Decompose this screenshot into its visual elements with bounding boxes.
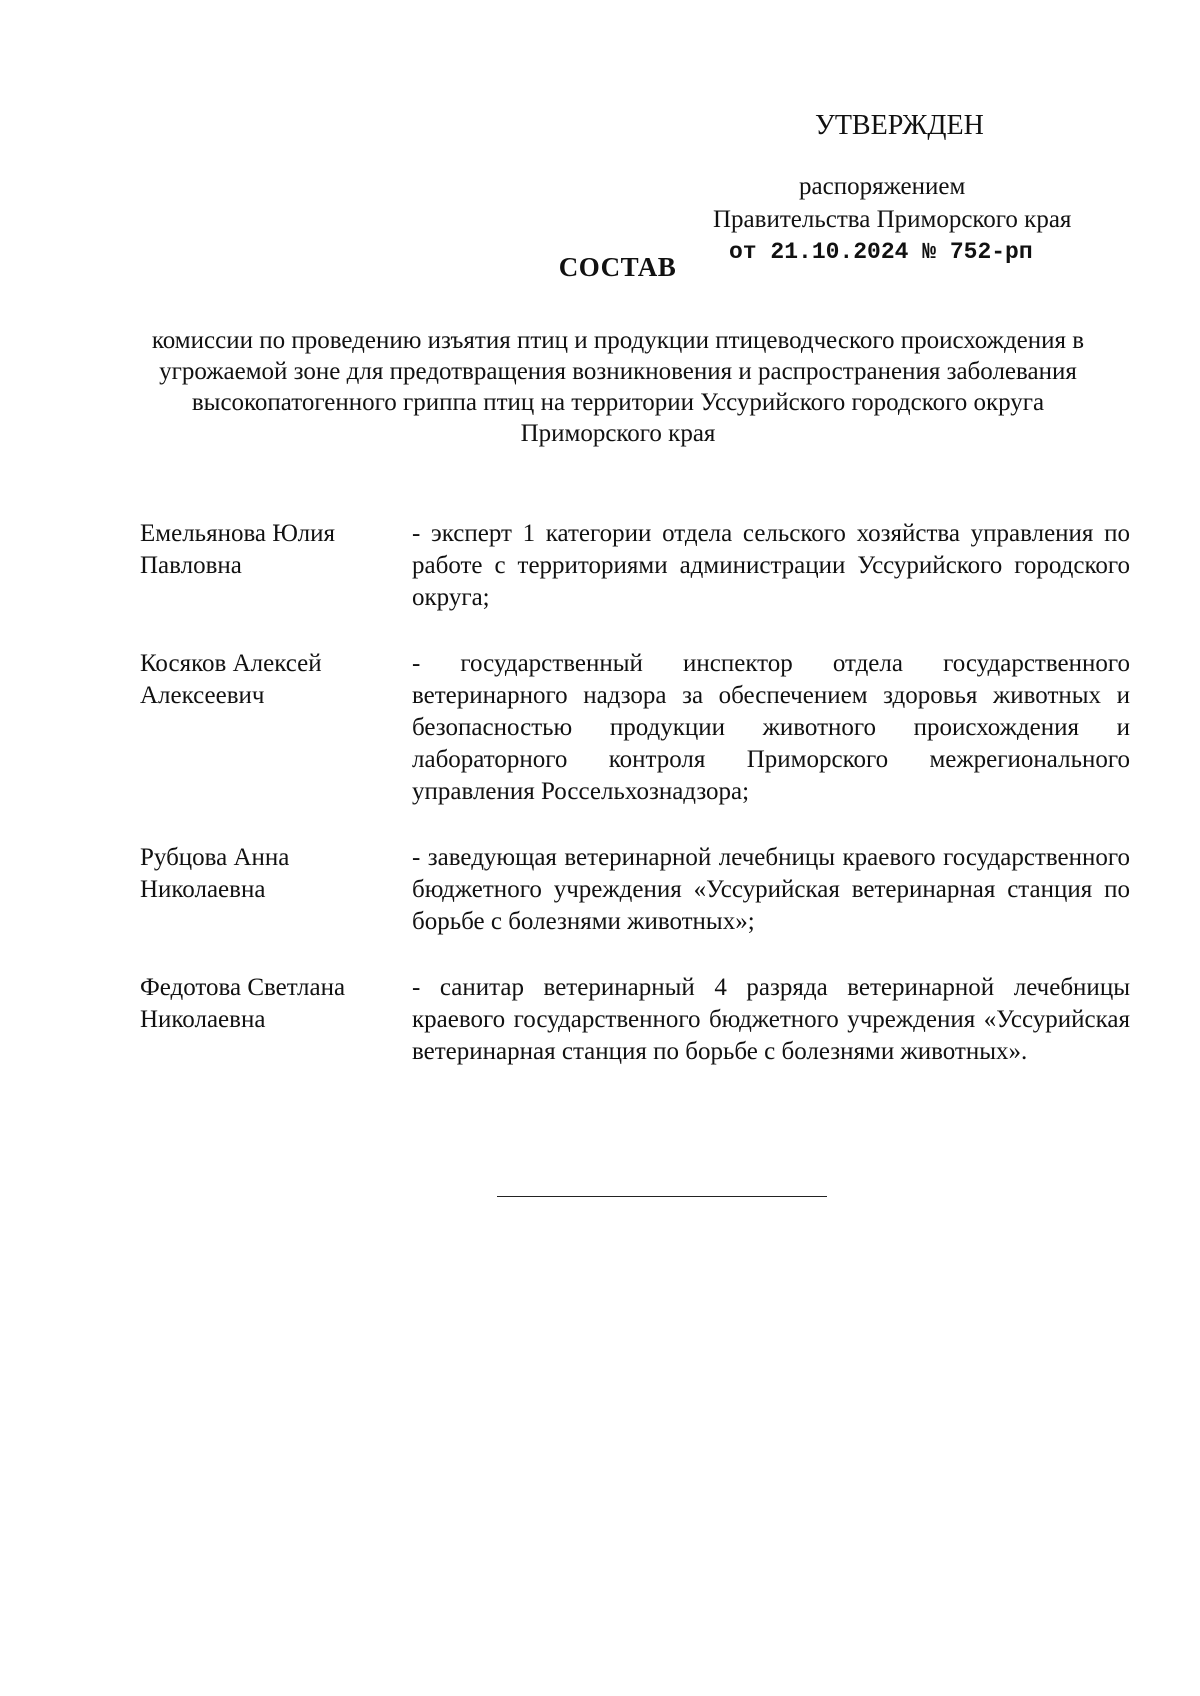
member-patronymic: Алексеевич — [140, 682, 265, 709]
member-surname-name: Косяков Алексей — [140, 650, 322, 677]
closing-divider-line — [497, 1196, 827, 1197]
member-surname-name: Рубцова Анна — [140, 844, 290, 871]
document-title: СОСТАВ — [558, 252, 677, 282]
member-role: - заведующая ветеринарной лечебницы краевого государственного бюджетного учреждения «Уссурийская ветеринарная станция по борьбе с болезнями животных»; — [412, 844, 1130, 935]
member-row — [140, 842, 1130, 938]
member-row — [140, 648, 1130, 808]
issuer-line-1: распоряжением — [799, 173, 966, 200]
member-name — [140, 842, 412, 938]
member-patronymic: Павловна — [140, 552, 242, 579]
issuer-order-number: от 21.10.2024 № 752-рп — [729, 239, 1033, 265]
approval-stamp-heading: УТВЕРЖДЕН — [815, 110, 984, 141]
member-row — [140, 972, 1130, 1068]
member-name — [140, 648, 412, 808]
member-role: - эксперт 1 категории отдела сельского хозяйства управления по работе с территориями администрации Уссурийского городского округа; — [412, 520, 1130, 611]
document-subtitle: комиссии по проведению изъятия птиц и продукции птицеводческого происхождения в угрожаемой зоне для предотвращения возникновения и распространения заболевания высокопатогенного гриппа птиц на территории Уссурийского городского округа Приморского края — [151, 327, 1085, 447]
members-list — [140, 518, 1130, 1102]
member-row — [140, 518, 1130, 614]
issuer-line-2: Правительства Приморского края — [713, 206, 1072, 233]
member-patronymic: Николаевна — [140, 876, 266, 903]
member-name — [140, 518, 412, 614]
member-role: - санитар ветеринарный 4 разряда ветеринарной лечебницы краевого государственного бюджетного учреждения «Уссурийская ветеринарная станция по борьбе с болезнями животных». — [412, 974, 1130, 1065]
member-surname-name: Федотова Светлана — [140, 974, 346, 1001]
member-surname-name: Емельянова Юлия — [140, 520, 335, 547]
member-role: - государственный инспектор отдела государственного ветеринарного надзора за обеспечением здоровья животных и безопасностью продукции животного происхождения и лабораторного контроля Приморского межрегионального управления Россельхознадзора; — [412, 650, 1130, 805]
member-name — [140, 972, 412, 1068]
member-patronymic: Николаевна — [140, 1006, 266, 1033]
